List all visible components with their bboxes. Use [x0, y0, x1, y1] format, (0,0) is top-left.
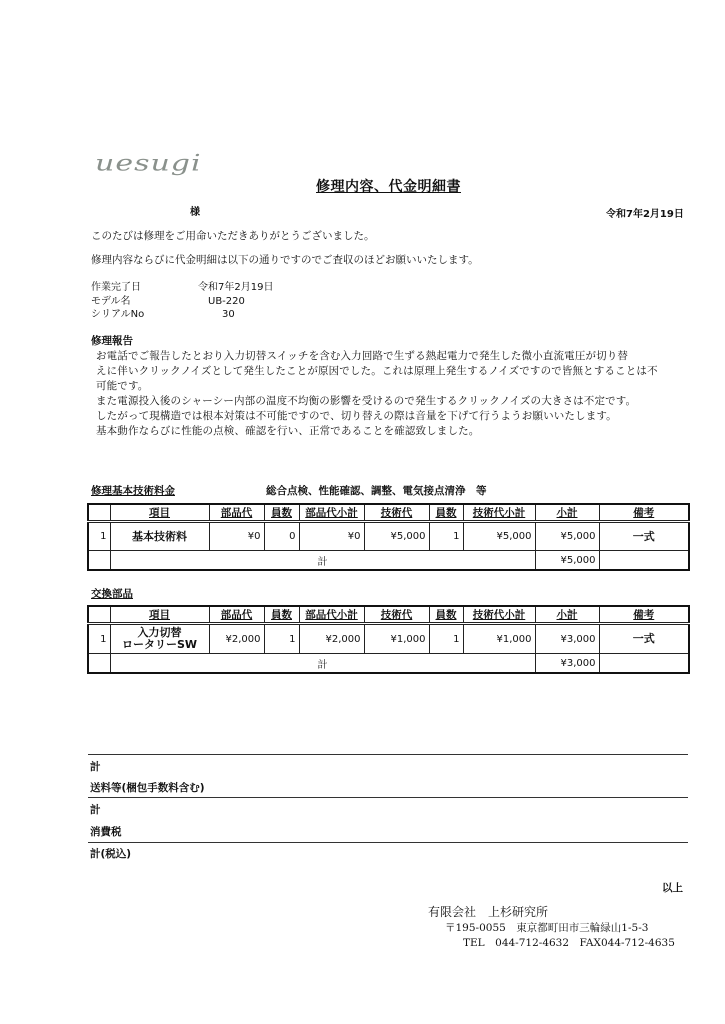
col-header-tech-qty: 員数: [429, 606, 463, 624]
table-row: [88, 522, 689, 551]
info-value: 令和7年2月19日: [198, 282, 274, 293]
cell-item: 基本技術料: [110, 522, 209, 551]
col-header-remarks: 備考: [599, 504, 689, 522]
table-header-row: [88, 606, 689, 624]
col-header-parts-price: 部品代: [209, 504, 264, 522]
issue-date: 令和7年2月19日: [606, 209, 684, 220]
document-title: 修理内容、代金明細書: [316, 179, 461, 195]
col-header-parts-qty: 員数: [264, 606, 299, 624]
cell-remarks: 一式: [599, 624, 689, 654]
col-header-parts-qty: 員数: [264, 504, 299, 522]
summary-total2-label: 計: [90, 804, 101, 816]
col-header-tech-subtotal: 技術代小計: [463, 504, 535, 522]
section-basic-fee-note: 総合点検、性能確認、調整、電気接点清浄 等: [266, 485, 487, 497]
col-header-tech-price: 技術代: [364, 606, 429, 624]
cell-parts-subtotal: ¥0: [299, 522, 364, 551]
cell-empty: [599, 654, 689, 674]
table-header-row: [88, 504, 689, 522]
total-value: ¥3,000: [535, 654, 599, 674]
cell-tech-subtotal: ¥1,000: [463, 624, 535, 654]
total-label: 計: [110, 654, 535, 674]
col-header-tech-price: 技術代: [364, 504, 429, 522]
cell-no: 1: [88, 624, 110, 654]
info-label: シリアルNo: [91, 309, 145, 320]
report-line: また電源投入後のシャーシー内部の温度不均衡の影響を受けるので発生するクリックノイズの大きさは不定です。: [96, 395, 637, 407]
col-header-subtotal: 小計: [535, 504, 599, 522]
basic-fee-table: [87, 503, 690, 571]
cell-tech-subtotal: ¥5,000: [463, 522, 535, 551]
divider: [88, 842, 688, 843]
info-label: 作業完了日: [91, 282, 141, 293]
info-row-completion-date: [91, 281, 273, 295]
report-line: 基本動作ならびに性能の点検、確認を行い、正常であることを確認致しました。: [96, 425, 480, 437]
repair-info: [91, 281, 273, 322]
cell-subtotal: ¥3,000: [535, 624, 599, 654]
summary-total-tax-incl-label: 計(税込): [90, 848, 132, 860]
col-header-item: 項目: [110, 606, 209, 624]
section-basic-fee-label: 修理基本技術料金: [91, 485, 175, 497]
report-line: お電話でご報告したとおり入力切替スイッチを含む入力回路で生ずる熱起電力で発生した微小直流電圧が切り替: [96, 350, 629, 362]
customer-suffix: 様: [190, 207, 200, 218]
cell-item: [110, 624, 209, 654]
cell-parts-qty: 1: [264, 624, 299, 654]
info-row-serial: [91, 308, 273, 322]
col-header-item: 項目: [110, 504, 209, 522]
cell-remarks: 一式: [599, 522, 689, 551]
company-address: 〒195-0055 東京都町田市三輪緑山1-5-3: [445, 922, 649, 934]
report-heading: 修理報告: [91, 335, 133, 347]
company-phone-fax: TEL 044-712-4632 FAX044-712-4635: [463, 937, 675, 949]
greeting-line-2: 修理内容ならびに代金明細は以下の通りですのでご査収のほどお願いいたします。: [91, 254, 479, 266]
cell-tech-price: ¥1,000: [364, 624, 429, 654]
divider: [88, 754, 688, 755]
table-total-row: [88, 654, 689, 674]
info-value: UB-220: [208, 295, 245, 307]
cell-tech-qty: 1: [429, 624, 463, 654]
info-row-model: [91, 295, 273, 309]
info-value: 30: [222, 309, 235, 320]
end-mark: 以上: [662, 882, 683, 894]
repair-report: [96, 349, 711, 439]
cell-subtotal: ¥5,000: [535, 522, 599, 551]
company-logo: uesugi: [95, 150, 202, 177]
cell-no: 1: [88, 522, 110, 551]
summary-tax-label: 消費税: [90, 826, 122, 838]
section-parts-label: 交換部品: [91, 588, 133, 600]
report-line: 可能です。: [96, 380, 149, 392]
summary-shipping-label: 送料等(梱包手数料含む): [90, 782, 205, 794]
item-name-line-1: 入力切替: [137, 626, 182, 639]
greeting-line-1: このたびは修理をご用命いただきありがとうございました。: [91, 230, 375, 242]
item-name-line-2: ロータリーSW: [121, 638, 198, 651]
table-row: [88, 624, 689, 654]
cell-parts-price: ¥2,000: [209, 624, 264, 654]
col-header-remarks: 備考: [599, 606, 689, 624]
col-header-parts-subtotal: 部品代小計: [299, 606, 364, 624]
parts-table: [87, 605, 690, 674]
total-label: 計: [110, 551, 535, 571]
report-line: したがって現構造では根本対策は不可能ですので、切り替えの際は音量を下げて行うようお願いいたします。: [96, 410, 617, 422]
table-total-row: [88, 551, 689, 571]
info-label: モデル名: [91, 295, 131, 307]
cell-parts-subtotal: ¥2,000: [299, 624, 364, 654]
col-header-no: [88, 504, 110, 522]
col-header-parts-subtotal: 部品代小計: [299, 504, 364, 522]
report-line: えに伴いクリックノイズとして発生したことが原因でした。これは原理上発生するノイズですので皆無とすることは不: [96, 365, 658, 377]
divider: [88, 797, 688, 798]
cell-empty: [88, 654, 110, 674]
total-value: ¥5,000: [535, 551, 599, 571]
col-header-subtotal: 小計: [535, 606, 599, 624]
cell-empty: [88, 551, 110, 571]
company-name: 有限会社 上杉研究所: [428, 905, 549, 919]
cell-parts-price: ¥0: [209, 522, 264, 551]
cell-tech-price: ¥5,000: [364, 522, 429, 551]
col-header-parts-price: 部品代: [209, 606, 264, 624]
col-header-tech-qty: 員数: [429, 504, 463, 522]
col-header-no: [88, 606, 110, 624]
col-header-tech-subtotal: 技術代小計: [463, 606, 535, 624]
cell-empty: [599, 551, 689, 571]
cell-parts-qty: 0: [264, 522, 299, 551]
summary-total-label: 計: [90, 761, 101, 773]
cell-tech-qty: 1: [429, 522, 463, 551]
